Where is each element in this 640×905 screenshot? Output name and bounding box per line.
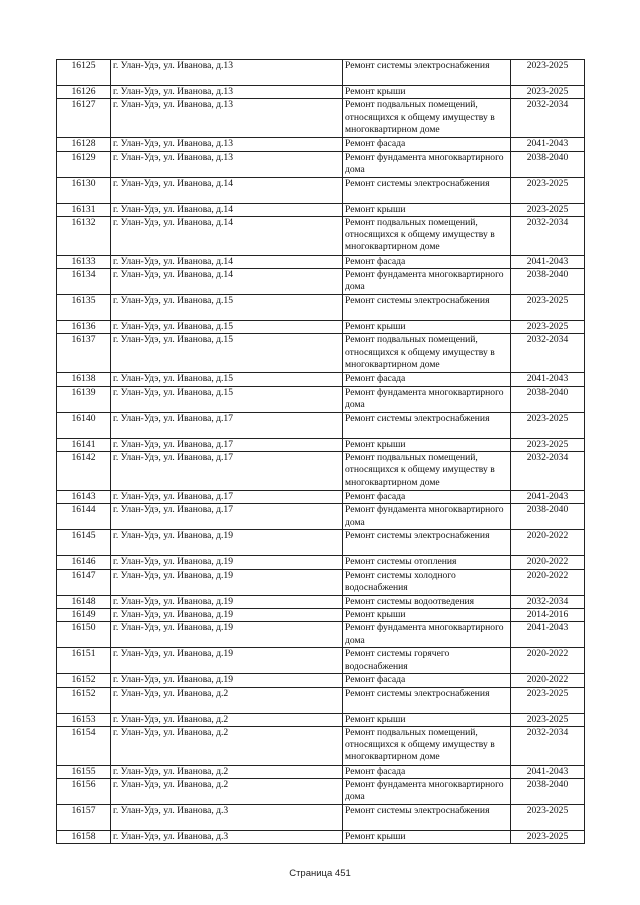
row-address: г. Улан-Удэ, ул. Иванова, д.13 — [111, 99, 343, 138]
table-row — [57, 765, 585, 778]
table-row — [57, 504, 585, 530]
row-period: 2032-2034 — [511, 452, 585, 491]
row-address: г. Улан-Удэ, ул. Иванова, д.19 — [111, 674, 343, 687]
row-period: 2032-2034 — [511, 99, 585, 138]
row-number: 16151 — [57, 648, 111, 674]
row-period: 2023-2025 — [511, 831, 585, 844]
row-address: г. Улан-Удэ, ул. Иванова, д.2 — [111, 713, 343, 726]
row-work-type: Ремонт системы электроснабжения — [343, 687, 511, 713]
table-row — [57, 530, 585, 556]
row-period: 2020-2022 — [511, 556, 585, 569]
table-row — [57, 726, 585, 765]
row-work-type: Ремонт подвальных помещений, относящихся к общему имуществу в многоквартирном доме — [343, 99, 511, 138]
row-address: г. Улан-Удэ, ул. Иванова, д.14 — [111, 203, 343, 216]
row-number: 16149 — [57, 608, 111, 621]
table-row — [57, 674, 585, 687]
row-address: г. Улан-Удэ, ул. Иванова, д.13 — [111, 151, 343, 177]
row-number: 16126 — [57, 86, 111, 99]
row-address: г. Улан-Удэ, ул. Иванова, д.14 — [111, 255, 343, 268]
row-number: 16150 — [57, 622, 111, 648]
row-number: 16137 — [57, 334, 111, 373]
table-row — [57, 438, 585, 451]
table-row — [57, 86, 585, 99]
row-work-type: Ремонт фасада — [343, 491, 511, 504]
row-period: 2023-2025 — [511, 86, 585, 99]
row-address: г. Улан-Удэ, ул. Иванова, д.19 — [111, 569, 343, 595]
row-work-type: Ремонт фасада — [343, 765, 511, 778]
row-work-type: Ремонт фасада — [343, 255, 511, 268]
table-row — [57, 203, 585, 216]
row-work-type: Ремонт фундамента многоквартирного дома — [343, 269, 511, 295]
row-work-type: Ремонт системы электроснабжения — [343, 177, 511, 203]
row-number: 16131 — [57, 203, 111, 216]
row-period: 2038-2040 — [511, 386, 585, 412]
row-number: 16134 — [57, 269, 111, 295]
row-address: г. Улан-Удэ, ул. Иванова, д.15 — [111, 386, 343, 412]
table-row — [57, 386, 585, 412]
table-row — [57, 648, 585, 674]
row-number: 16125 — [57, 60, 111, 86]
row-work-type: Ремонт подвальных помещений, относящихся к общему имуществу в многоквартирном доме — [343, 334, 511, 373]
row-address: г. Улан-Удэ, ул. Иванова, д.2 — [111, 687, 343, 713]
row-period: 2014-2016 — [511, 608, 585, 621]
table-row — [57, 556, 585, 569]
row-number: 16130 — [57, 177, 111, 203]
row-period: 2020-2022 — [511, 648, 585, 674]
row-number: 16152 — [57, 687, 111, 713]
row-address: г. Улан-Удэ, ул. Иванова, д.17 — [111, 412, 343, 438]
row-work-type: Ремонт системы электроснабжения — [343, 295, 511, 321]
row-address: г. Улан-Удэ, ул. Иванова, д.19 — [111, 530, 343, 556]
row-number: 16148 — [57, 595, 111, 608]
row-period: 2023-2025 — [511, 203, 585, 216]
row-address: г. Улан-Удэ, ул. Иванова, д.15 — [111, 373, 343, 386]
row-address: г. Улан-Удэ, ул. Иванова, д.15 — [111, 295, 343, 321]
row-address: г. Улан-Удэ, ул. Иванова, д.3 — [111, 831, 343, 844]
row-number: 16128 — [57, 138, 111, 151]
row-work-type: Ремонт крыши — [343, 831, 511, 844]
row-work-type: Ремонт системы электроснабжения — [343, 60, 511, 86]
row-number: 16157 — [57, 805, 111, 831]
row-work-type: Ремонт крыши — [343, 203, 511, 216]
row-work-type: Ремонт системы холодного водоснабжения — [343, 569, 511, 595]
row-work-type: Ремонт крыши — [343, 713, 511, 726]
row-period: 2023-2025 — [511, 295, 585, 321]
row-number: 16142 — [57, 452, 111, 491]
row-number: 16133 — [57, 255, 111, 268]
row-period: 2041-2043 — [511, 765, 585, 778]
table-row — [57, 269, 585, 295]
row-address: г. Улан-Удэ, ул. Иванова, д.15 — [111, 334, 343, 373]
table-body — [57, 60, 585, 844]
row-work-type: Ремонт подвальных помещений, относящихся к общему имуществу в многоквартирном доме — [343, 452, 511, 491]
row-work-type: Ремонт крыши — [343, 321, 511, 334]
row-period: 2023-2025 — [511, 321, 585, 334]
table-row — [57, 608, 585, 621]
row-address: г. Улан-Удэ, ул. Иванова, д.19 — [111, 556, 343, 569]
row-work-type: Ремонт фасада — [343, 138, 511, 151]
row-number: 16145 — [57, 530, 111, 556]
row-period: 2023-2025 — [511, 713, 585, 726]
row-address: г. Улан-Удэ, ул. Иванова, д.13 — [111, 60, 343, 86]
table-row — [57, 373, 585, 386]
table-row — [57, 687, 585, 713]
row-period: 2038-2040 — [511, 504, 585, 530]
table-row — [57, 334, 585, 373]
table-row — [57, 255, 585, 268]
table-row — [57, 295, 585, 321]
row-number: 16144 — [57, 504, 111, 530]
table-row — [57, 99, 585, 138]
table-row — [57, 412, 585, 438]
repair-schedule-table — [56, 59, 585, 844]
row-work-type: Ремонт фундамента многоквартирного дома — [343, 151, 511, 177]
row-work-type: Ремонт системы электроснабжения — [343, 530, 511, 556]
table-row — [57, 138, 585, 151]
row-address: г. Улан-Удэ, ул. Иванова, д.17 — [111, 438, 343, 451]
row-address: г. Улан-Удэ, ул. Иванова, д.17 — [111, 504, 343, 530]
table-row — [57, 491, 585, 504]
row-period: 2038-2040 — [511, 151, 585, 177]
row-period: 2023-2025 — [511, 687, 585, 713]
row-number: 16152 — [57, 674, 111, 687]
row-period: 2023-2025 — [511, 60, 585, 86]
row-address: г. Улан-Удэ, ул. Иванова, д.19 — [111, 595, 343, 608]
page-number: Страница 451 — [289, 868, 351, 879]
row-period: 2020-2022 — [511, 674, 585, 687]
table-row — [57, 595, 585, 608]
table-row — [57, 831, 585, 844]
table-row — [57, 779, 585, 805]
row-number: 16135 — [57, 295, 111, 321]
row-period: 2032-2034 — [511, 334, 585, 373]
row-address: г. Улан-Удэ, ул. Иванова, д.14 — [111, 177, 343, 203]
row-number: 16139 — [57, 386, 111, 412]
row-period: 2032-2034 — [511, 726, 585, 765]
row-address: г. Улан-Удэ, ул. Иванова, д.15 — [111, 321, 343, 334]
row-number: 16127 — [57, 99, 111, 138]
row-period: 2041-2043 — [511, 138, 585, 151]
row-work-type: Ремонт крыши — [343, 86, 511, 99]
row-number: 16132 — [57, 216, 111, 255]
row-number: 16153 — [57, 713, 111, 726]
row-number: 16140 — [57, 412, 111, 438]
row-number: 16154 — [57, 726, 111, 765]
row-period: 2023-2025 — [511, 438, 585, 451]
row-number: 16136 — [57, 321, 111, 334]
row-address: г. Улан-Удэ, ул. Иванова, д.3 — [111, 805, 343, 831]
row-address: г. Улан-Удэ, ул. Иванова, д.14 — [111, 269, 343, 295]
row-period: 2038-2040 — [511, 269, 585, 295]
row-period: 2032-2034 — [511, 595, 585, 608]
table-row — [57, 713, 585, 726]
table-row — [57, 622, 585, 648]
row-address: г. Улан-Удэ, ул. Иванова, д.17 — [111, 452, 343, 491]
row-work-type: Ремонт фундамента многоквартирного дома — [343, 504, 511, 530]
row-work-type: Ремонт системы водоотведения — [343, 595, 511, 608]
table-row — [57, 452, 585, 491]
row-work-type: Ремонт фундамента многоквартирного дома — [343, 622, 511, 648]
table-row — [57, 569, 585, 595]
row-address: г. Улан-Удэ, ул. Иванова, д.13 — [111, 138, 343, 151]
row-address: г. Улан-Удэ, ул. Иванова, д.2 — [111, 765, 343, 778]
row-period: 2038-2040 — [511, 779, 585, 805]
row-work-type: Ремонт системы электроснабжения — [343, 805, 511, 831]
table-row — [57, 216, 585, 255]
row-number: 16156 — [57, 779, 111, 805]
row-work-type: Ремонт системы горячего водоснабжения — [343, 648, 511, 674]
row-work-type: Ремонт фундамента многоквартирного дома — [343, 779, 511, 805]
row-work-type: Ремонт подвальных помещений, относящихся к общему имуществу в многоквартирном доме — [343, 216, 511, 255]
row-address: г. Улан-Удэ, ул. Иванова, д.2 — [111, 779, 343, 805]
row-period: 2041-2043 — [511, 622, 585, 648]
table-row — [57, 60, 585, 86]
row-address: г. Улан-Удэ, ул. Иванова, д.14 — [111, 216, 343, 255]
row-address: г. Улан-Удэ, ул. Иванова, д.19 — [111, 608, 343, 621]
row-number: 16141 — [57, 438, 111, 451]
table-row — [57, 151, 585, 177]
row-period: 2023-2025 — [511, 805, 585, 831]
table-row — [57, 177, 585, 203]
row-number: 16143 — [57, 491, 111, 504]
row-period: 2023-2025 — [511, 177, 585, 203]
row-number: 16146 — [57, 556, 111, 569]
row-number: 16138 — [57, 373, 111, 386]
row-number: 16147 — [57, 569, 111, 595]
row-work-type: Ремонт фасада — [343, 674, 511, 687]
row-number: 16129 — [57, 151, 111, 177]
row-address: г. Улан-Удэ, ул. Иванова, д.19 — [111, 622, 343, 648]
row-period: 2020-2022 — [511, 569, 585, 595]
row-work-type: Ремонт системы электроснабжения — [343, 412, 511, 438]
row-number: 16155 — [57, 765, 111, 778]
row-period: 2023-2025 — [511, 412, 585, 438]
row-work-type: Ремонт фасада — [343, 373, 511, 386]
row-period: 2041-2043 — [511, 255, 585, 268]
row-address: г. Улан-Удэ, ул. Иванова, д.2 — [111, 726, 343, 765]
row-period: 2020-2022 — [511, 530, 585, 556]
row-work-type: Ремонт фундамента многоквартирного дома — [343, 386, 511, 412]
row-period: 2041-2043 — [511, 491, 585, 504]
row-work-type: Ремонт системы отопления — [343, 556, 511, 569]
row-work-type: Ремонт крыши — [343, 438, 511, 451]
table-row — [57, 321, 585, 334]
row-period: 2032-2034 — [511, 216, 585, 255]
row-work-type: Ремонт крыши — [343, 608, 511, 621]
row-number: 16158 — [57, 831, 111, 844]
row-address: г. Улан-Удэ, ул. Иванова, д.17 — [111, 491, 343, 504]
table-row — [57, 805, 585, 831]
row-address: г. Улан-Удэ, ул. Иванова, д.13 — [111, 86, 343, 99]
row-address: г. Улан-Удэ, ул. Иванова, д.19 — [111, 648, 343, 674]
row-work-type: Ремонт подвальных помещений, относящихся к общему имуществу в многоквартирном доме — [343, 726, 511, 765]
row-period: 2041-2043 — [511, 373, 585, 386]
